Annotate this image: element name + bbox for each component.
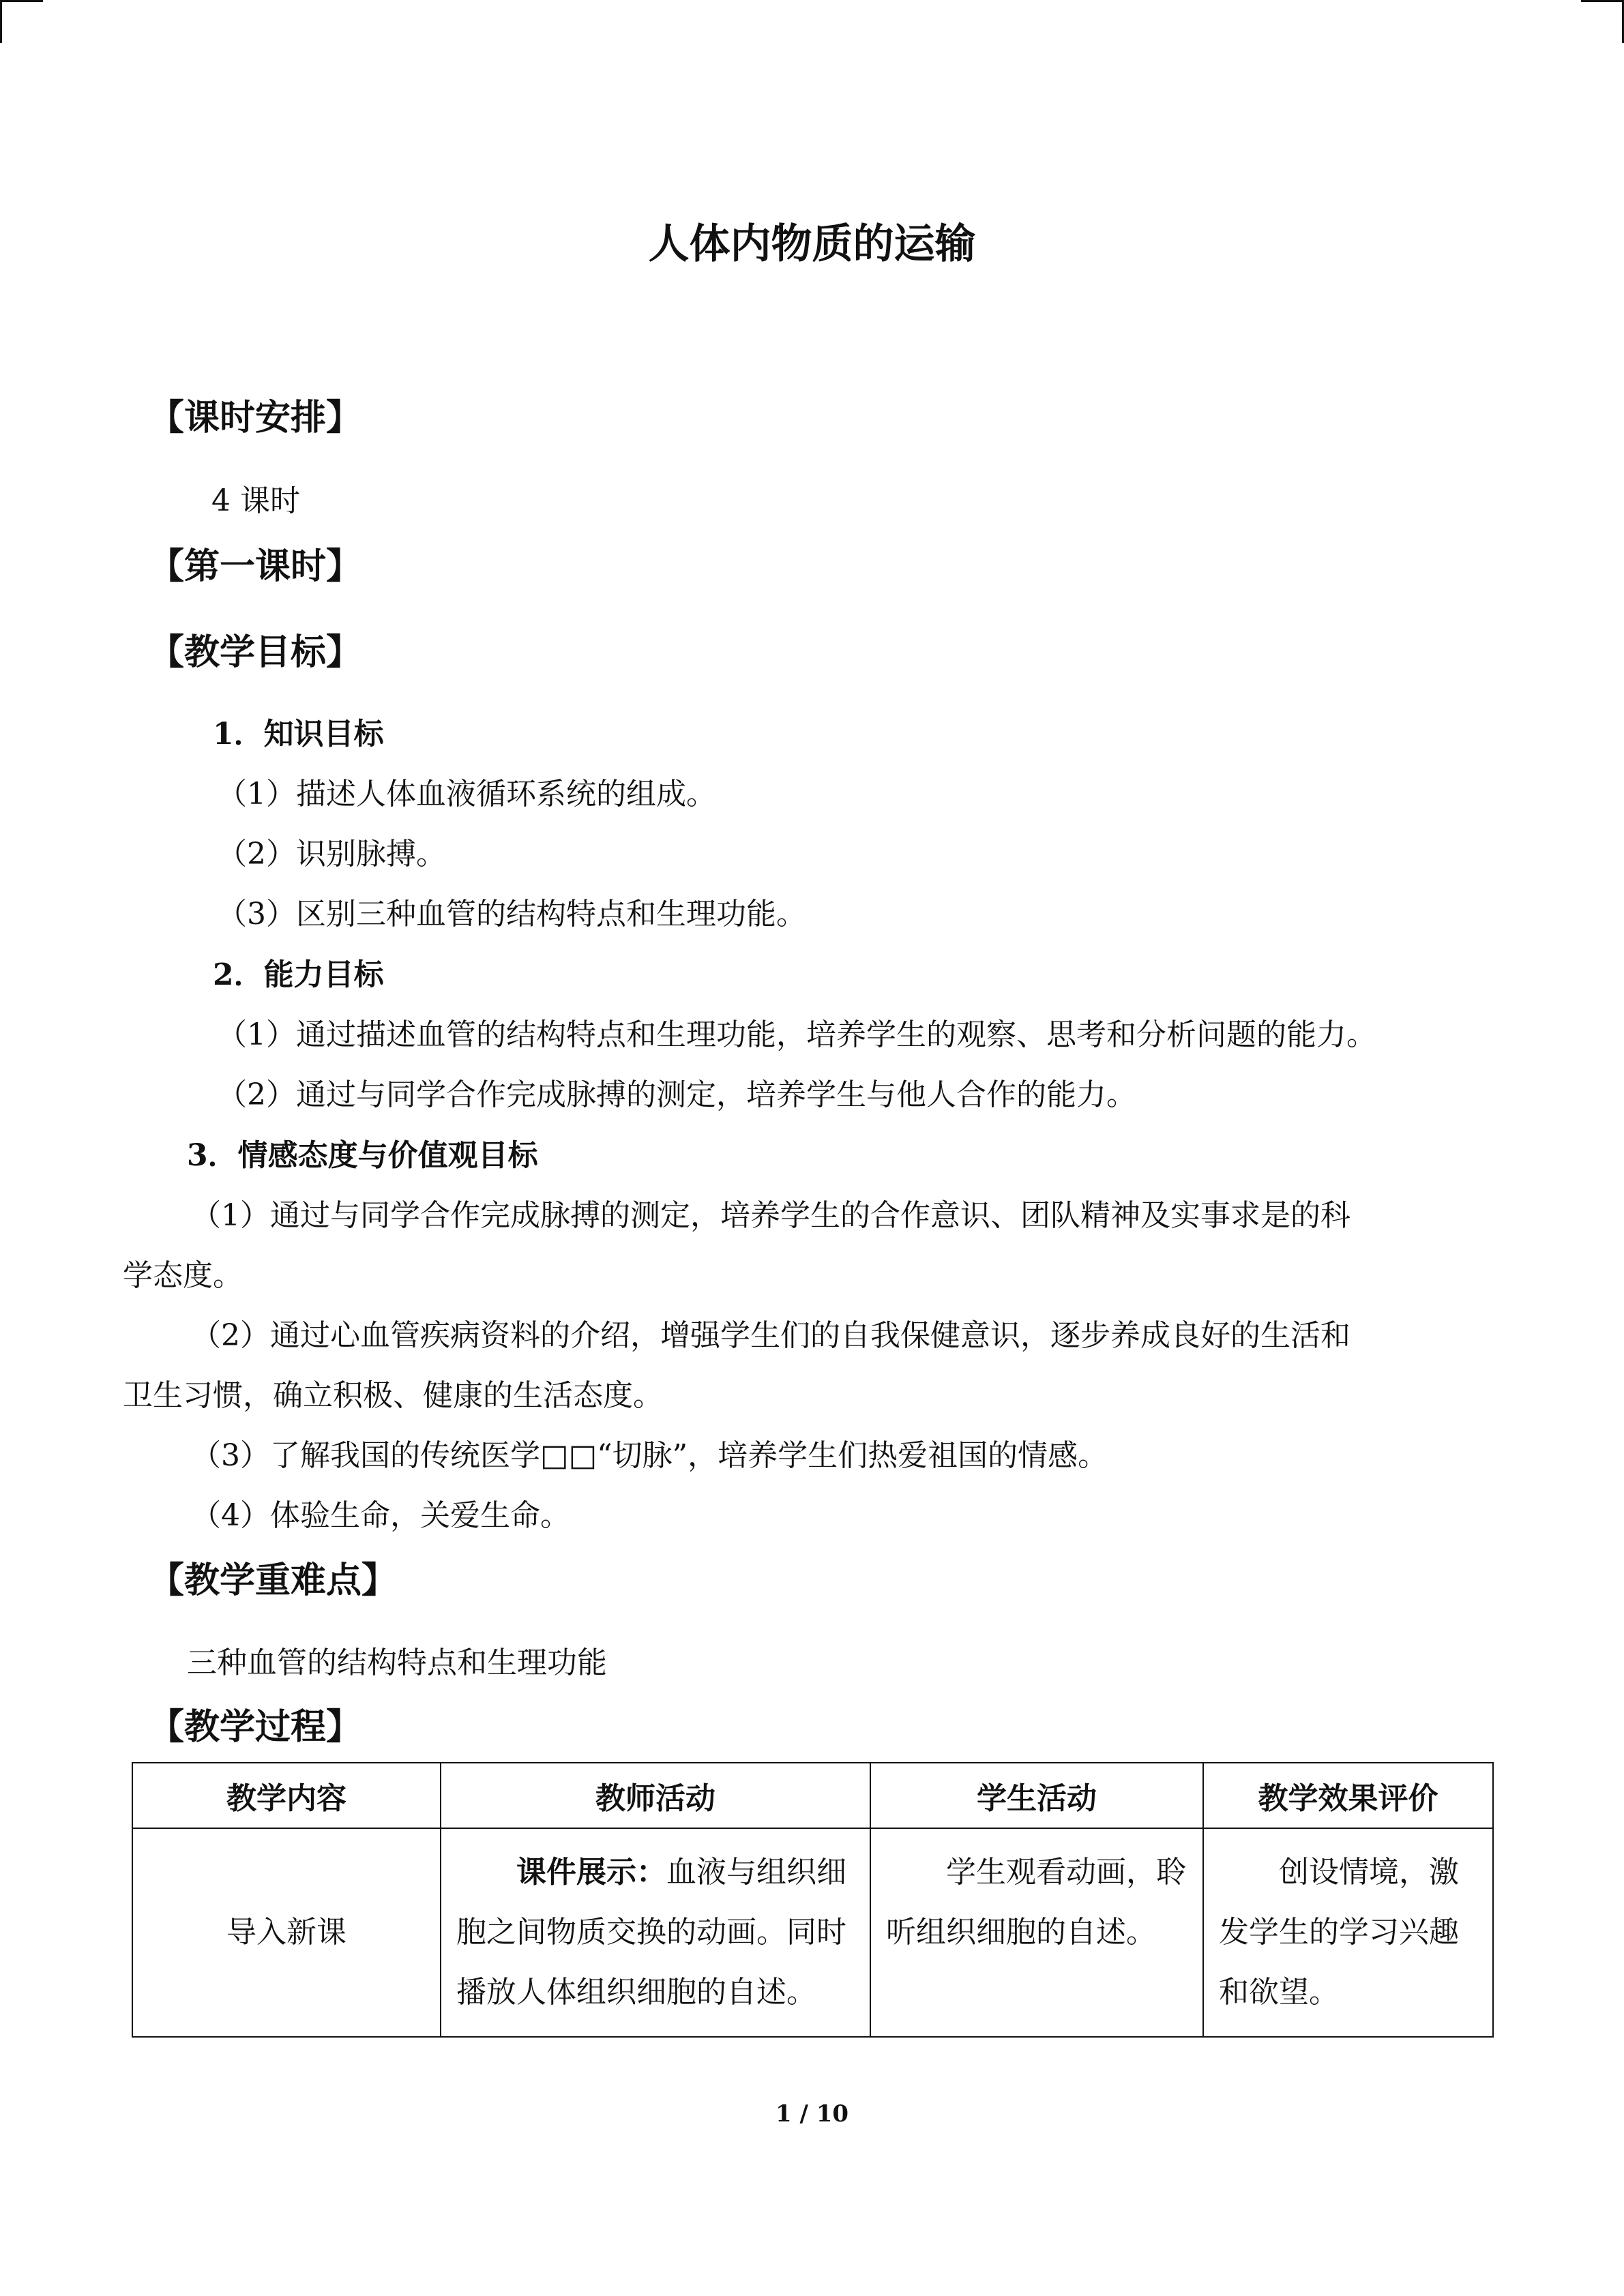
emotion-goal-item2-line2: 卫生习惯，确立积极、健康的生活态度。 [123, 1378, 663, 1413]
keypoints-text: 三种血管的结构特点和生理功能 [187, 1645, 607, 1680]
ability-goal-item: （2）通过与同学合作完成脉搏的测定，培养学生与他人合作的能力。 [217, 1077, 1136, 1112]
emotion-goal-item3: （3）了解我国的传统医学□□“切脉”，培养学生们热爱祖国的情感。 [191, 1438, 1108, 1473]
goals-heading: 【教学目标】 [149, 631, 362, 673]
emotion-goal-item2-line1: （2）通过心血管疾病资料的介绍，增强学生们的自我保健意识，逐步养成良好的生活和 [191, 1318, 1350, 1353]
emotion-goal-item4: （4）体验生命，关爱生命。 [191, 1498, 570, 1533]
column-header: 学生活动 [870, 1763, 1203, 1828]
table-header-row [132, 1763, 1493, 1828]
cell-content: 导入新课 [132, 1828, 441, 2037]
knowledge-goal-title: 1．知识目标 [213, 717, 384, 751]
emotion-goal-title: 3．情感态度与价值观目标 [187, 1138, 538, 1173]
table-row [132, 1828, 1493, 2037]
schedule-heading: 【课时安排】 [149, 397, 362, 438]
knowledge-goal-item: （3）区别三种血管的结构特点和生理功能。 [217, 897, 806, 931]
process-table [132, 1762, 1494, 2038]
ability-goal-title: 2．能力目标 [213, 957, 384, 992]
ability-goal-item: （1）通过描述血管的结构特点和生理功能，培养学生的观察、思考和分析问题的能力。 [217, 1017, 1376, 1052]
column-header: 教学内容 [132, 1763, 441, 1828]
teacher-activity-text: 血液与组织细胞之间物质交换的动画。同时播放人体组织细胞的自述。 [456, 1855, 846, 2010]
crop-mark-top-left [0, 0, 43, 43]
crop-mark-top-right [1581, 0, 1624, 43]
schedule-value: 4 课时 [211, 483, 300, 518]
process-heading: 【教学过程】 [149, 1706, 362, 1748]
teacher-activity-label: 课件展示： [516, 1855, 666, 1890]
page-number: 1 / 10 [775, 2100, 849, 2128]
emotion-goal-item1-line2: 学态度。 [123, 1258, 243, 1293]
lesson1-heading: 【第一课时】 [149, 546, 362, 587]
emotion-goal-item1-line1: （1）通过与同学合作完成脉搏的测定，培养学生的合作意识、团队精神及实事求是的科 [191, 1198, 1350, 1233]
cell-student: 学生观看动画，聆听组织细胞的自述。 [870, 1828, 1203, 2037]
column-header: 教学效果评价 [1203, 1763, 1493, 1828]
document-title: 人体内物质的运输 [648, 220, 976, 268]
cell-effect: 创设情境，激发学生的学习兴趣和欲望。 [1203, 1828, 1493, 2037]
column-header: 教师活动 [441, 1763, 870, 1828]
cell-teacher [441, 1828, 870, 2037]
keypoints-heading: 【教学重难点】 [149, 1560, 398, 1601]
knowledge-goal-item: （1）描述人体血液循环系统的组成。 [217, 777, 716, 811]
knowledge-goal-item: （2）识别脉搏。 [217, 837, 446, 871]
